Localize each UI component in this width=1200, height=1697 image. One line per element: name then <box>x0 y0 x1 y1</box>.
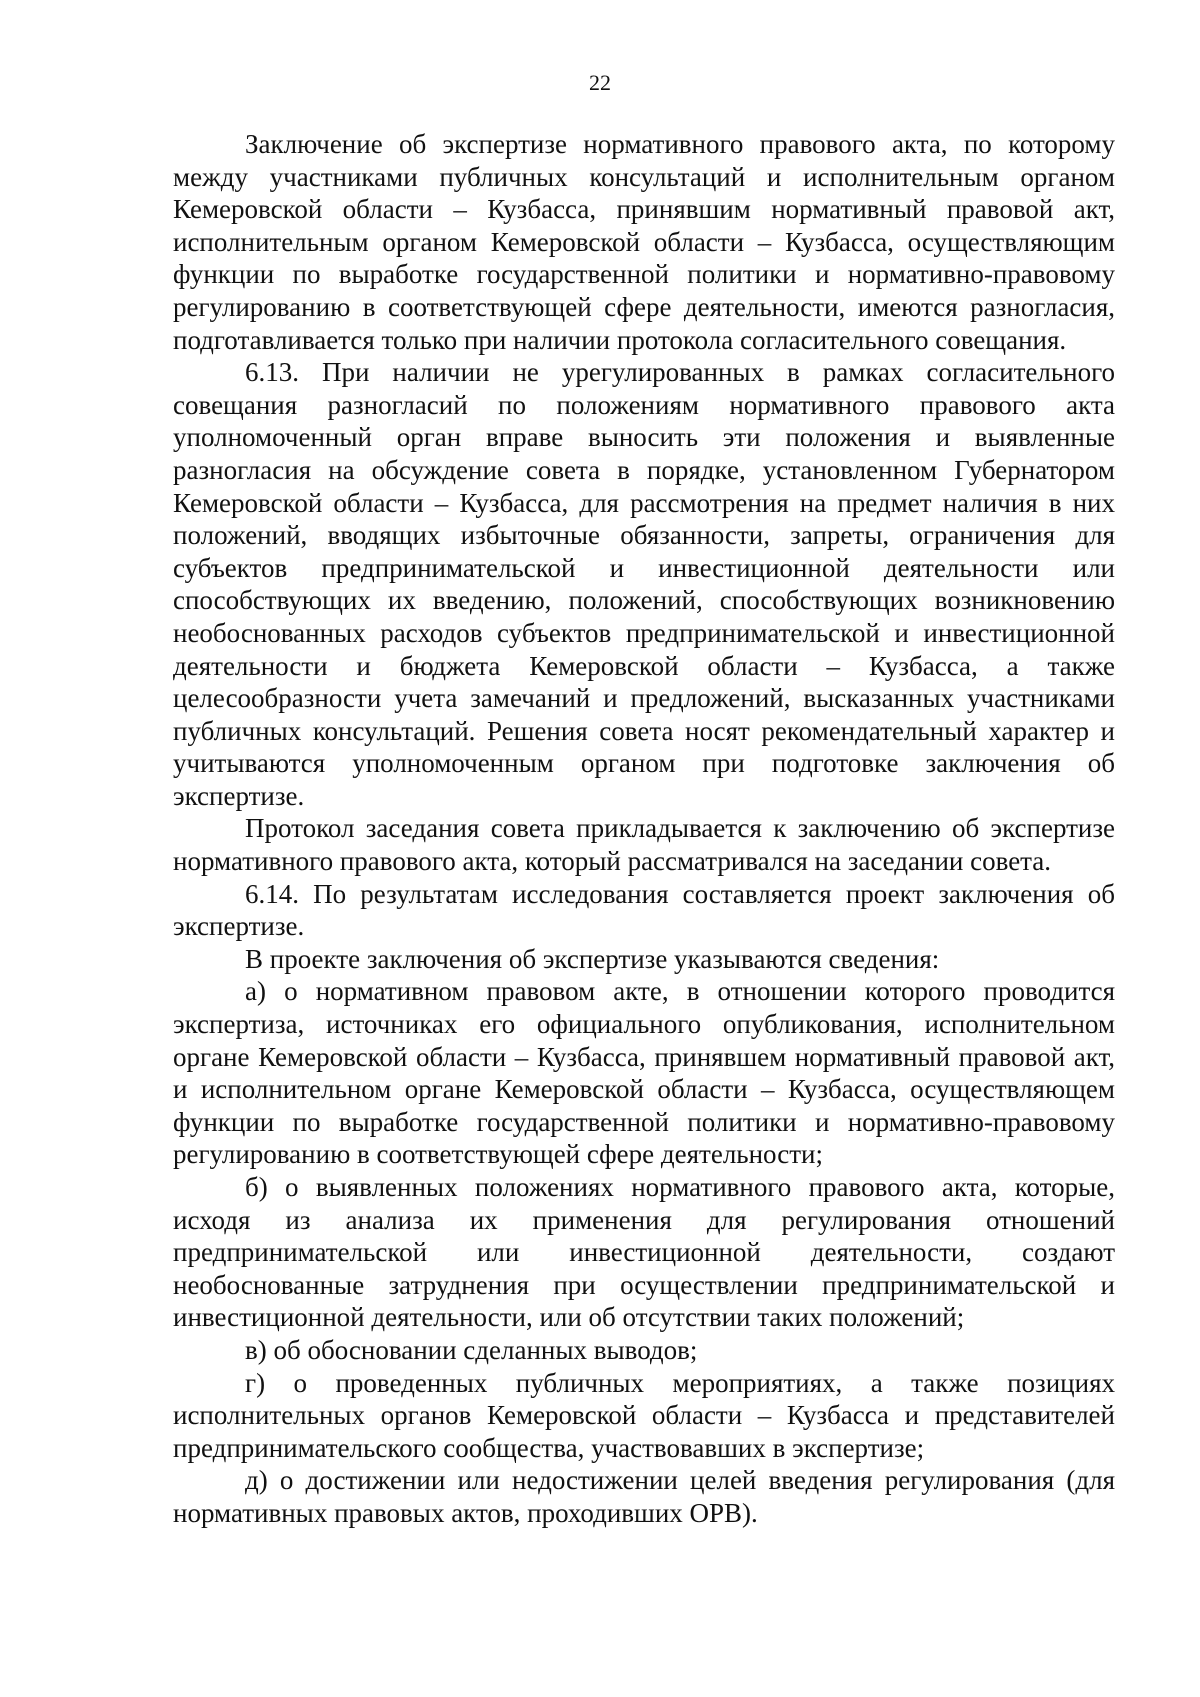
list-item-a: а) о нормативном правовом акте, в отношении которого проводится экспертиза, источниках его официального опубликования, исполнительном органе Кемеровской области – Кузбасса, принявшем нормативный правовой акт, и исполнительном органе Кемеровской области – Кузбасса, осуществляющем функции по выработке государственной политики и нормативно-правовому регулированию в соответствующей сфере деятельности; <box>173 976 1115 1170</box>
list-item-d: д) о достижении или недостижении целей введения регулирования (для нормативных правовых актов, проходивших ОРВ). <box>173 1465 1115 1528</box>
list-item-g: г) о проведенных публичных мероприятиях, а также позициях исполнительных органов Кемеровской области – Кузбасса и представителей предпринимательского сообщества, участвовавших в экспертизе; <box>173 1367 1115 1463</box>
paragraph-draft-contents-intro: В проекте заключения об экспертизе указываются сведения: <box>245 943 940 974</box>
page-number: 22 <box>589 70 611 95</box>
paragraph-6-14: 6.14. По результатам исследования составляется проект заключения об экспертизе. <box>173 878 1115 942</box>
paragraph-council-protocol: Протокол заседания совета прикладывается к заключению об экспертизе нормативного правового акта, который рассматривался на заседании совета. <box>173 813 1115 877</box>
paragraph-expertise-conclusion: Заключение об экспертизе нормативного правового акта, по которому между участниками публичных консультаций и исполнительным органом Кемеровской области – Кузбасса, принявшим нормативный правовой акт, исполнительным органом Кемеровской области – Кузбасса, осуществляющим функции по выработке государственной политики и нормативно-правовому регулированию в соответствующей сфере деятельности, имеются разногласия, подготавливается только при наличии протокола согласительного совещания. <box>173 129 1115 355</box>
paragraph-6-13: 6.13. При наличии не урегулированных в рамках согласительного совещания разногласий по положениям нормативного правового акта уполномоченный орган вправе выносить эти положения и выявленные разногласия на обсуждение совета в порядке, установленном Губернатором Кемеровской области – Кузбасса, для рассмотрения на предмет наличия в них положений, вводящих избыточные обязанности, запреты, ограничения для субъектов предпринимательской и инвестиционной деятельности или способствующих их введению, положений, способствующих возникновению необоснованных расходов субъектов предпринимательской и инвестиционной деятельности и бюджета Кемеровской области – Кузбасса, а также целесообразности учета замечаний и предложений, высказанных участниками публичных консультаций. Решения совета носят рекомендательный характер и учитываются уполномоченным органом при подготовке заключения об экспертизе. <box>173 357 1115 811</box>
document-body <box>173 128 1115 1530</box>
list-item-b: б) о выявленных положениях нормативного правового акта, которые, исходя из анализа их применения для регулирования отношений предпринимательской или инвестиционной деятельности, создают необоснованные затруднения при осуществлении предпринимательской и инвестиционной деятельности, или об отсутствии таких положений; <box>173 1172 1115 1333</box>
list-item-v: в) об обосновании сделанных выводов; <box>245 1334 698 1365</box>
